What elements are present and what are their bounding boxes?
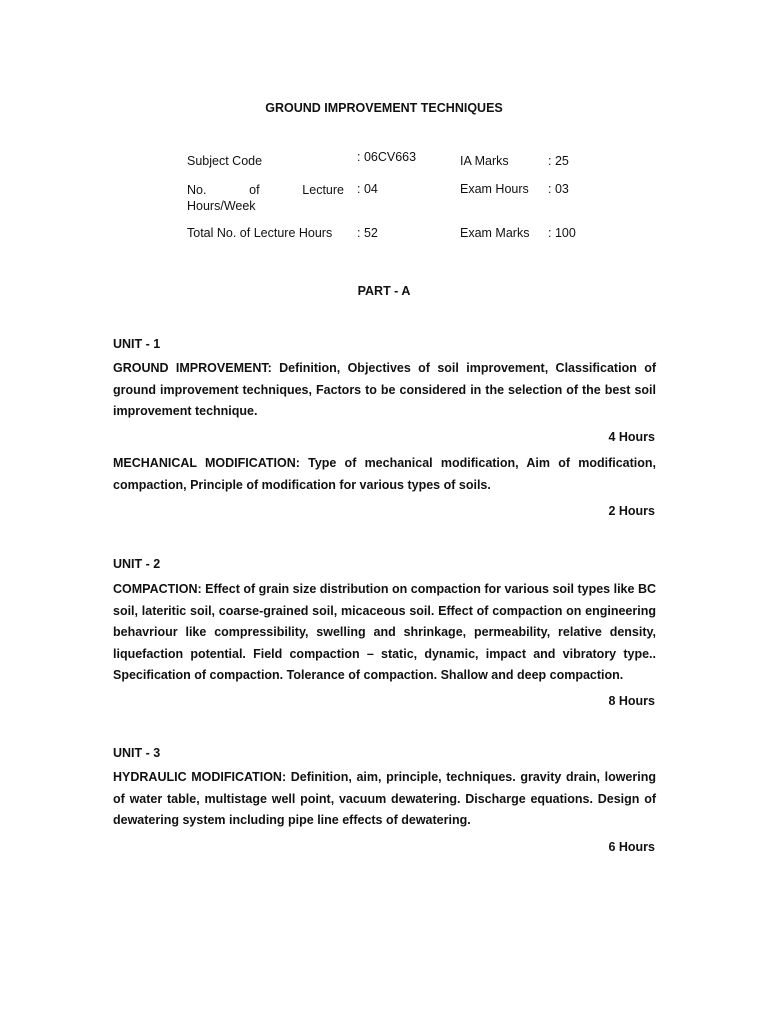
unit-1-heading: UNIT - 1: [113, 337, 161, 351]
lecture-hours-value: : 04: [357, 182, 378, 196]
unit-1-paragraph-1: GROUND IMPROVEMENT: Definition, Objectives of soil improvement, Classification of ground improvement techniques, Factors to be considered in the selection of the best soil improvement technique.: [113, 361, 656, 419]
unit-2-hours-1: 8 Hours: [608, 694, 655, 708]
unit-3-paragraph-1: HYDRAULIC MODIFICATION: Definition, aim, principle, techniques. gravity drain, lowering of water table, multistage well point, vacuum dewatering. Discharge equations. Design of dewatering system including pipe line effects of dewatering.: [113, 770, 656, 828]
lecture-label-word: of: [249, 183, 260, 197]
unit-3-heading: UNIT - 3: [113, 746, 161, 760]
document-title: GROUND IMPROVEMENT TECHNIQUES: [265, 101, 503, 115]
unit-1-hours-2: 2 Hours: [608, 504, 655, 518]
exam-hours-label: Exam Hours: [460, 182, 529, 196]
unit-2-paragraph-1: COMPACTION: Effect of grain size distribution on compaction for various soil types like BC soil, lateritic soil, coarse-grained soil, micaceous soil. Effect of compaction on engineering behavriour like compressibility, swelling and shrinkage, permeability, relative density, liquefaction potential. Field compaction – static, dynamic, impact and vibratory type.. Specification of compaction. Tolerance of compaction. Shallow and deep compaction.: [113, 582, 656, 683]
exam-marks-value: : 100: [548, 226, 576, 240]
exam-marks-label: Exam Marks: [460, 226, 530, 240]
lecture-label-word: No.: [187, 183, 207, 197]
unit-3-hours-1: 6 Hours: [608, 840, 655, 854]
ia-marks-value: : 25: [548, 154, 569, 168]
total-lecture-hours-label: Total No. of Lecture Hours: [187, 226, 333, 240]
exam-hours-value: : 03: [548, 182, 569, 196]
total-lecture-hours-value: : 52: [357, 226, 378, 240]
unit-2-heading: UNIT - 2: [113, 557, 161, 571]
lecture-label-line2: Hours/Week: [187, 199, 256, 213]
subject-code-value: : 06CV663: [357, 150, 417, 164]
unit-1-paragraph-2: MECHANICAL MODIFICATION: Type of mechanical modification, Aim of modification, compaction, Principle of modification for various types of soils.: [113, 456, 656, 492]
ia-marks-label: IA Marks: [460, 154, 509, 168]
lecture-hours-label: [187, 182, 344, 214]
subject-code-label: Subject Code: [187, 154, 263, 168]
lecture-label-word: Lecture: [302, 183, 344, 197]
unit-1-hours-1: 4 Hours: [608, 430, 655, 444]
part-heading: PART - A: [357, 284, 411, 298]
